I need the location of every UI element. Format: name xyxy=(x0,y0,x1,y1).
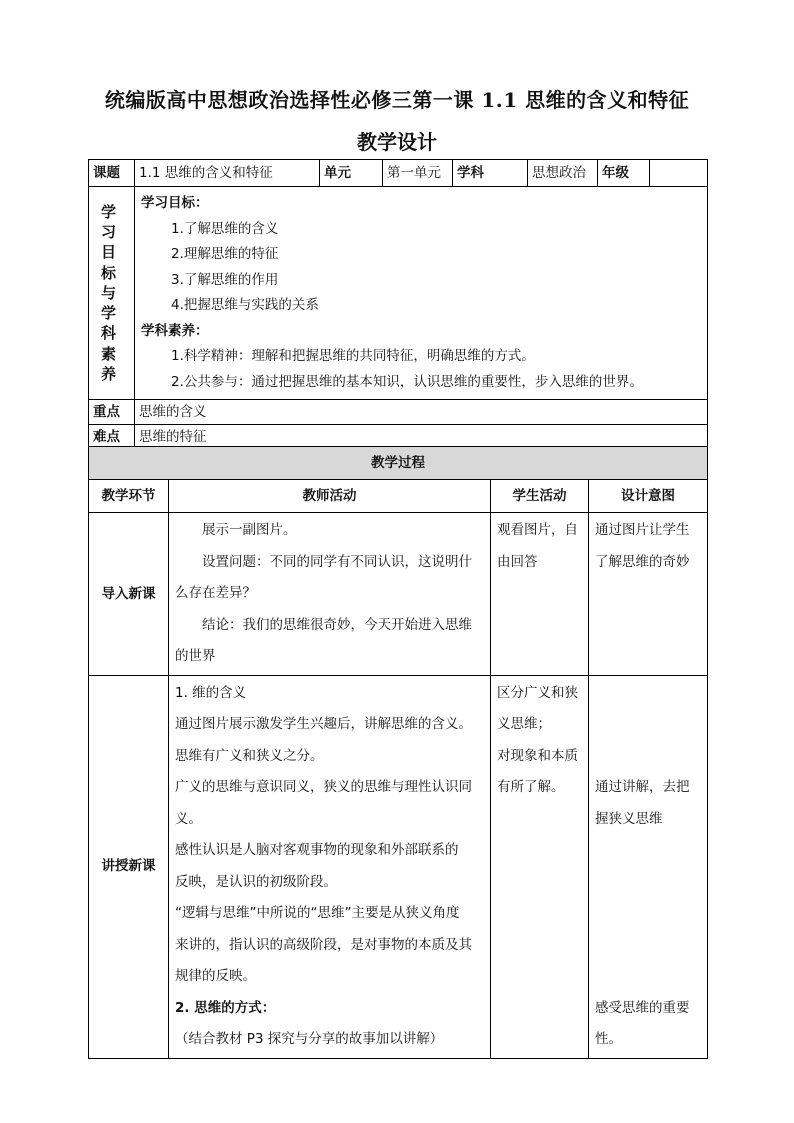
lecture-stage: 讲授新课 xyxy=(89,675,169,1058)
objectives-title: 学习目标： xyxy=(141,195,209,211)
key-point-row xyxy=(89,400,708,425)
subject-label: 学科 xyxy=(453,160,528,187)
intro-student-activity: 观看图片，自 由回答 xyxy=(491,513,589,676)
unit-label: 单元 xyxy=(320,160,383,187)
header-student: 学生活动 xyxy=(491,480,589,513)
lecture-teacher-activity: 1. 维的含义 通过图片展示激发学生兴趣后，讲解思维的含义。 思维有广义和狭义之分。 广义的思维与意识同义，狭义的思维与理性认识同 义。 感性认识是人脑对客观事物的现象和外部联系的 反映，是认识的初级阶段。 “逻辑与思维”中所说的“思维”主要是从狭义角度 来讲的，指认识的高级阶段，是对事物的本质及其 规律的反映。 2. 思维的方式： （结合教材 P3 探究与分享的故事加以讲解） xyxy=(169,675,491,1058)
topic-value: 1.1 思维的含义和特征 xyxy=(135,160,320,187)
goals-side-label: 学 习 目 标 与 学 科 素 养 xyxy=(89,187,135,400)
header-teacher: 教师活动 xyxy=(169,480,491,513)
document-subtitle: 教学设计 xyxy=(357,130,437,154)
objective-item: 2.理解思维的特征 xyxy=(171,246,279,262)
difficulty-value: 思维的特征 xyxy=(135,425,708,450)
key-point-label: 重点 xyxy=(89,400,135,425)
process-title: 教学过程 xyxy=(89,447,708,480)
header-stage: 教学环节 xyxy=(89,480,169,513)
topic-label: 课题 xyxy=(89,160,135,187)
objective-item: 1.了解思维的含义 xyxy=(171,220,279,237)
literacy-title: 学科素养： xyxy=(141,322,209,339)
intro-design-intent: 通过图片让学生 了解思维的奇妙 xyxy=(589,513,708,676)
unit-value: 第一单元 xyxy=(383,160,453,187)
lecture-student-activity: 区分广义和狭 义思维； 对现象和本质 有所了解。 xyxy=(491,675,589,1058)
lesson-info-table xyxy=(88,159,708,450)
literacy-item: 1.科学精神：理解和把握思维的共同特征，明确思维的方式。 xyxy=(171,348,535,364)
intro-row xyxy=(89,513,708,676)
difficulty-label: 难点 xyxy=(89,425,135,450)
goals-content xyxy=(135,187,708,400)
key-point-value: 思维的含义 xyxy=(135,400,708,425)
teaching-process-table xyxy=(88,446,708,1059)
document-title: 统编版高中思想政治选择性必修三第一课 1.1 思维的含义和特征 xyxy=(104,88,690,112)
process-header-row xyxy=(89,480,708,513)
lecture-row xyxy=(89,675,708,1058)
header-intent: 设计意图 xyxy=(589,480,708,513)
process-title-row xyxy=(89,447,708,480)
grade-label: 年级 xyxy=(598,160,650,187)
literacy-item: 2.公共参与：通过把握思维的基本知识，认识思维的重要性，步入思维的世界。 xyxy=(171,373,643,390)
objective-item: 4.把握思维与实践的关系 xyxy=(171,297,319,313)
subject-value: 思想政治 xyxy=(528,160,598,187)
goals-row xyxy=(89,187,708,400)
info-row xyxy=(89,160,708,187)
objective-item: 3.了解思维的作用 xyxy=(171,271,279,288)
intro-stage: 导入新课 xyxy=(89,513,169,676)
grade-value xyxy=(650,160,708,187)
lecture-design-intent: 通过讲解，去把 握狭义思维 感受思维的重要 性。 xyxy=(589,675,708,1058)
intro-teacher-activity: 展示一副图片。 设置问题：不同的同学有不同认识，这说明什 么存在差异？ 结论：我们的思维很奇妙，今天开始进入思维 的世界 xyxy=(169,513,491,676)
